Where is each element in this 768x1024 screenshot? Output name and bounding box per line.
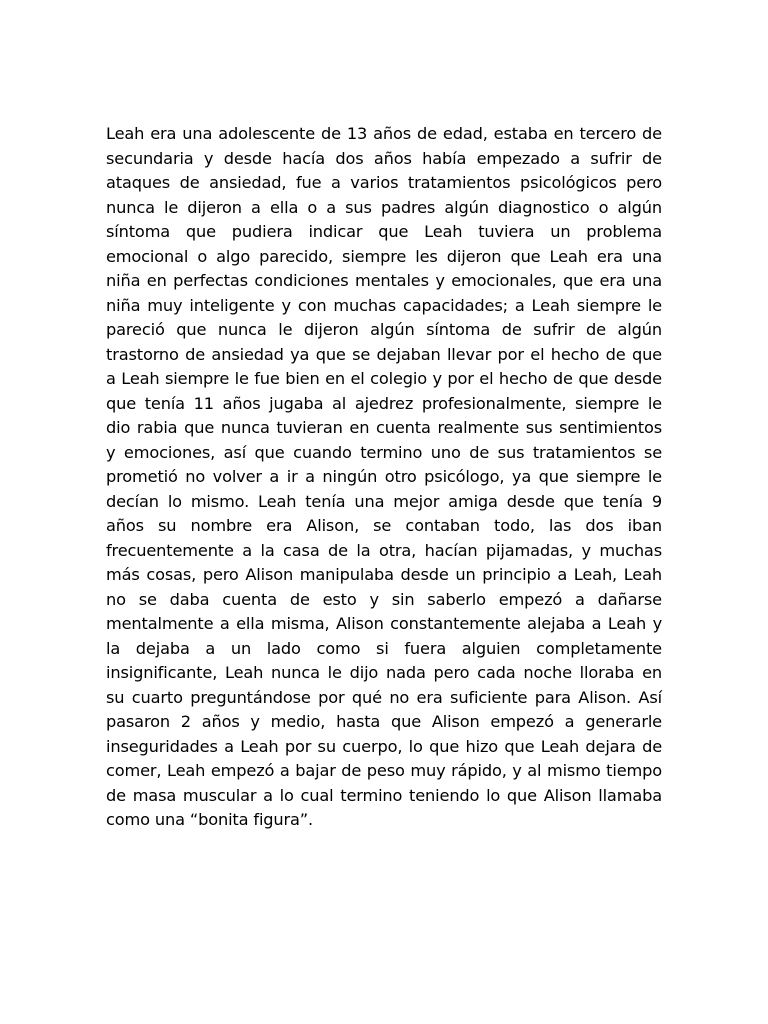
- paragraph-line: no se daba cuenta de esto y sin saberlo empezó a dañarse: [106, 589, 662, 609]
- paragraph-line: ataques de ansiedad, fue a varios tratamientos psicológicos pero: [106, 173, 662, 192]
- paragraph-line: pasaron 2 años y medio, hasta que Alison empezó a generarle: [106, 712, 662, 731]
- paragraph-line: su cuarto preguntándose por qué no era suficiente para Alison. Así: [106, 687, 662, 707]
- paragraph-line: insignificante, Leah nunca le dijo nada pero cada noche lloraba en: [106, 663, 662, 682]
- body-paragraph: [106, 122, 662, 833]
- paragraph-line: frecuentemente a la casa de la otra, hacían pijamadas, y muchas: [106, 540, 662, 560]
- paragraph-line: a Leah siempre le fue bien en el colegio y por el hecho de que desde: [106, 369, 662, 388]
- paragraph-line: nunca le dijeron a ella o a sus padres algún diagnostico o algún: [106, 197, 662, 217]
- paragraph-line: dio rabia que nunca tuvieran en cuenta realmente sus sentimientos: [106, 418, 662, 437]
- paragraph-line: inseguridades a Leah por su cuerpo, lo que hizo que Leah dejara de: [106, 736, 662, 756]
- paragraph-line: y emociones, así que cuando termino uno de sus tratamientos se: [106, 442, 662, 462]
- paragraph-line: síntoma que pudiera indicar que Leah tuviera un problema: [106, 222, 662, 241]
- paragraph-line: más cosas, pero Alison manipulaba desde un principio a Leah, Leah: [106, 565, 662, 584]
- paragraph-line: mentalmente a ella misma, Alison constantemente alejaba a Leah y: [106, 614, 662, 633]
- paragraph-line: niña en perfectas condiciones mentales y emocionales, que era una: [106, 271, 662, 290]
- paragraph-line: niña muy inteligente y con muchas capacidades; a Leah siempre le: [106, 295, 662, 315]
- paragraph-line: de masa muscular a lo cual termino teniendo lo que Alison llamaba: [106, 785, 662, 805]
- paragraph-line: decían lo mismo. Leah tenía una mejor amiga desde que tenía 9: [106, 491, 662, 511]
- paragraph-line: prometió no volver a ir a ningún otro psicólogo, ya que siempre le: [106, 467, 662, 486]
- paragraph-line: emocional o algo parecido, siempre les dijeron que Leah era una: [106, 246, 662, 266]
- paragraph-line: Leah era una adolescente de 13 años de edad, estaba en tercero de: [106, 124, 662, 143]
- paragraph-line: trastorno de ansiedad ya que se dejaban llevar por el hecho de que: [106, 344, 662, 364]
- paragraph-line: secundaria y desde hacía dos años había empezado a sufrir de: [106, 148, 662, 168]
- paragraph-line: comer, Leah empezó a bajar de peso muy rápido, y al mismo tiempo: [106, 761, 662, 780]
- paragraph-line: años su nombre era Alison, se contaban todo, las dos iban: [106, 516, 662, 535]
- paragraph-line: la dejaba a un lado como si fuera alguien completamente: [106, 638, 662, 658]
- paragraph-line: que tenía 11 años jugaba al ajedrez profesionalmente, siempre le: [106, 393, 662, 413]
- paragraph-line: como una “bonita figura”.: [106, 810, 314, 829]
- paragraph-line: pareció que nunca le dijeron algún síntoma de sufrir de algún: [106, 320, 662, 339]
